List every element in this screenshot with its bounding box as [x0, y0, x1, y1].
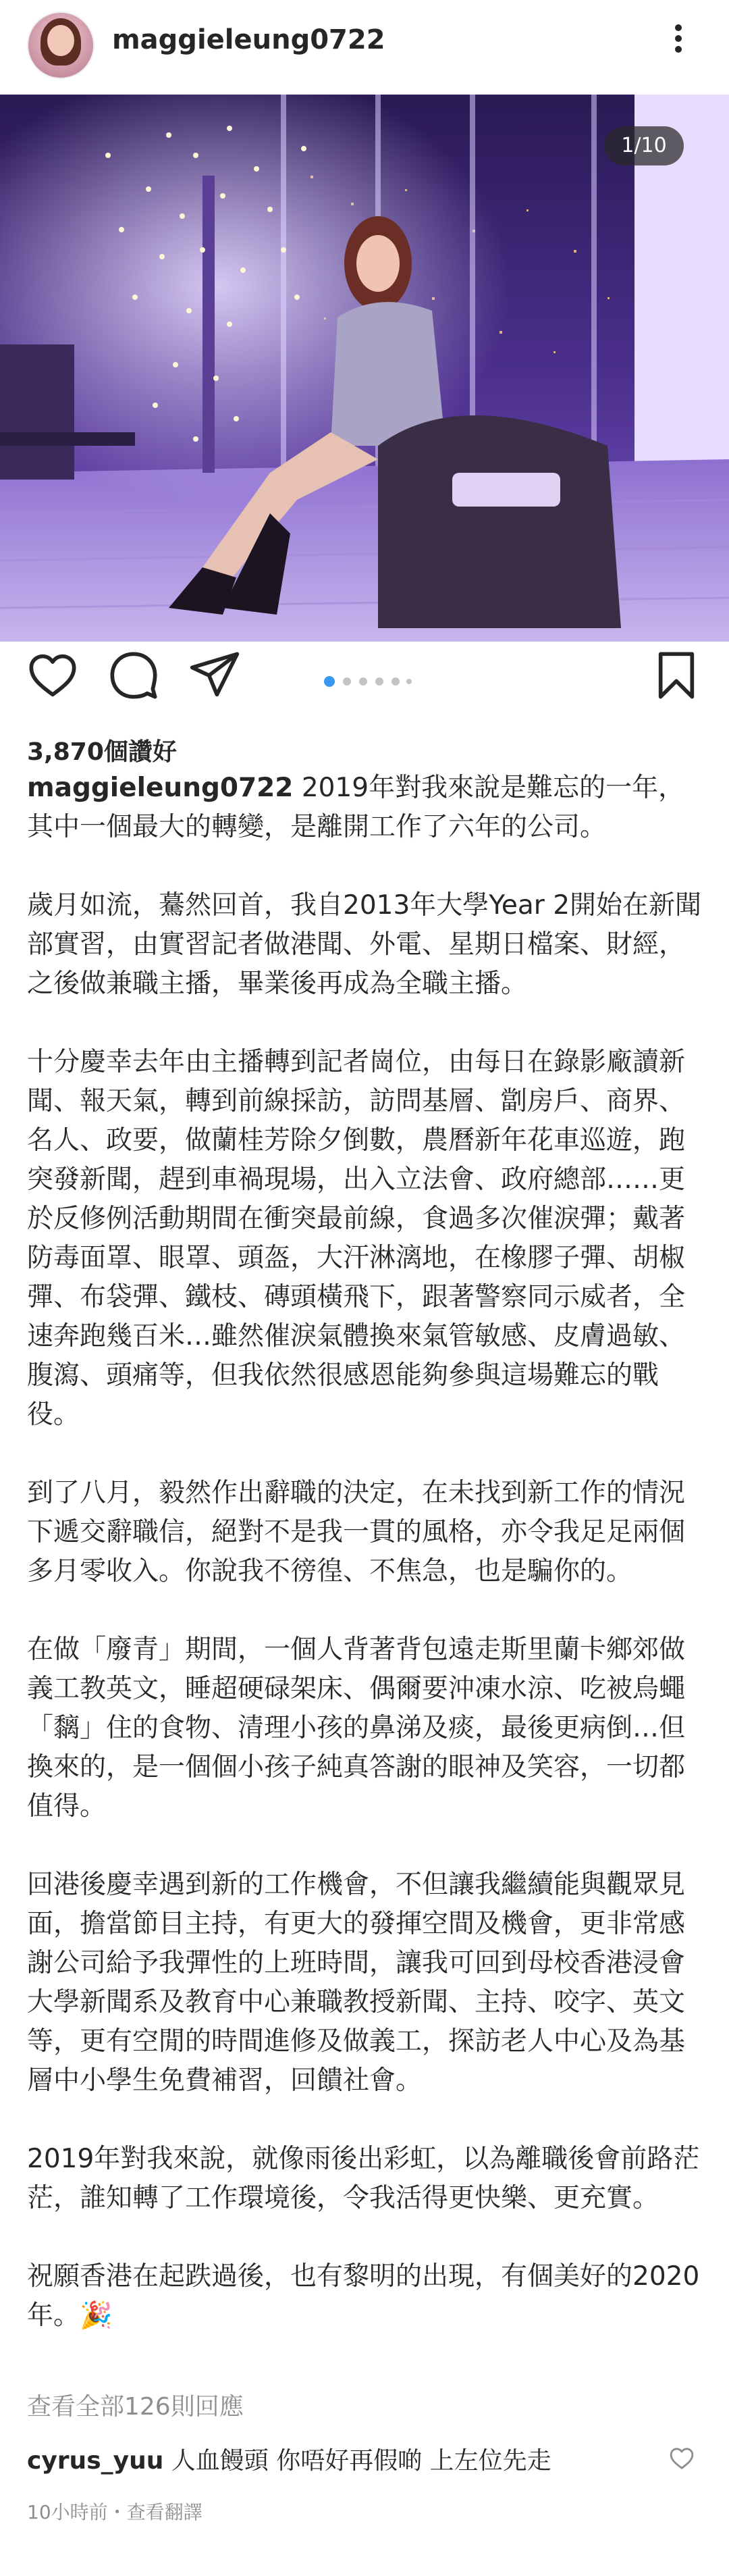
send-icon[interactable] [188, 648, 242, 702]
caption-paragraph: 2019年對我來說，就像雨後出彩虹，以為離職後會前路茫茫，誰知轉了工作環境後，令我活得更快樂、更充實。 [27, 2144, 700, 2213]
caption-paragraph: 祝願香港在起跌過後，也有黎明的出現，有個美好的2020年。🎉 [27, 2261, 700, 2331]
like-count[interactable]: 3,870個讚好 [27, 738, 177, 766]
view-all-comments-link[interactable]: 查看全部126則回應 [27, 2393, 244, 2421]
caption-paragraph: maggieleung0722 2019年對我來說是難忘的一年，其中一個最大的轉變，是離開工作了六年的公司。 [27, 773, 685, 842]
comment-username[interactable]: cyrus_yuu [27, 2447, 164, 2475]
post-header [0, 0, 729, 95]
bookmark-icon[interactable] [649, 648, 703, 702]
caption-paragraph: 到了八月，毅然作出辭職的決定，在未找到新工作的情況下遞交辭職信，絕對不是我一貫的風格，亦令我足足兩個多月零收入。你說我不徬徨、不焦急，也是騙你的。 [27, 1478, 686, 1587]
post-meta: 10小時前・查看翻譯 [27, 2501, 202, 2523]
carousel-dot [375, 677, 383, 686]
more-vertical-icon[interactable] [668, 20, 688, 65]
comment-text: 人血饅頭 你唔好再假啲 上左位先走 [171, 2447, 551, 2475]
post-photo[interactable] [0, 95, 729, 642]
action-bar [0, 648, 729, 716]
caption-username[interactable]: maggieleung0722 [27, 773, 294, 803]
post-username[interactable]: maggieleung0722 [112, 24, 385, 55]
comment-icon[interactable] [107, 648, 161, 702]
carousel-dot [392, 677, 400, 686]
post-caption [27, 769, 702, 2375]
caption-paragraph: 歲月如流，驀然回首，我自2013年大學Year 2開始在新聞部實習，由實習記者做港聞、外電、星期日檔案、財經，之後做兼職主播，畢業後再成為全職主播。 [27, 890, 702, 999]
carousel-dot [406, 679, 412, 684]
carousel-dot [343, 677, 351, 686]
caption-paragraph: 回港後慶幸遇到新的工作機會，不但讓我繼續能與觀眾見面，擔當節目主持，有更大的發揮空間及機會，更非常感謝公司給予我彈性的上班時間，讓我可回到母校香港浸會大學新聞系及教育中心兼職教授新聞、主持、咬字、英文等，更有空閒的時間進修及做義工，探訪老人中心及為基層中小學生免費補習，回饋社會。 [27, 1870, 686, 2096]
heart-icon[interactable] [26, 648, 80, 702]
comment-heart-icon[interactable] [668, 2445, 695, 2472]
carousel-dot-active [324, 676, 335, 687]
carousel-dot [359, 677, 367, 686]
caption-paragraph: 在做「廢青」期間，一個人背著背包遠走斯里蘭卡鄉郊做義工教英文，睡超硬碌架床、偶爾要沖凍水涼、吃被烏蠅「黐」住的食物、清理小孩的鼻涕及痰，最後更病倒…但換來的，是一個個小孩子純真答謝的眼神及笑容，一切都值得。 [27, 1634, 686, 1822]
avatar-face [47, 25, 74, 56]
caption-paragraph: 十分慶幸去年由主播轉到記者崗位，由每日在錄影廠讀新聞、報天氣，轉到前線採訪，訪問基層、劏房戶、商界、名人、政要，做蘭桂芳除夕倒數，農曆新年花車巡遊，跑突發新聞，趕到車禍現場，出入立法會、政府總部……更於反修例活動期間在衝突最前線，食過多次催淚彈；戴著防毒面罩、眼罩、頭盔，大汗淋漓地，在橡膠子彈、胡椒彈、布袋彈、鐵枝、磚頭橫飛下，跟著警察同示威者，全速奔跑幾百米…雖然催淚氣體換來氣管敏感、皮膚過敏、腹瀉、頭痛等，但我依然很感恩能夠參與這場難忘的戰役。 [27, 1047, 686, 1430]
avatar[interactable] [27, 11, 94, 79]
carousel-counter: 1/10 [604, 126, 684, 165]
comment-row [27, 2442, 551, 2476]
photo-scene [0, 95, 729, 642]
